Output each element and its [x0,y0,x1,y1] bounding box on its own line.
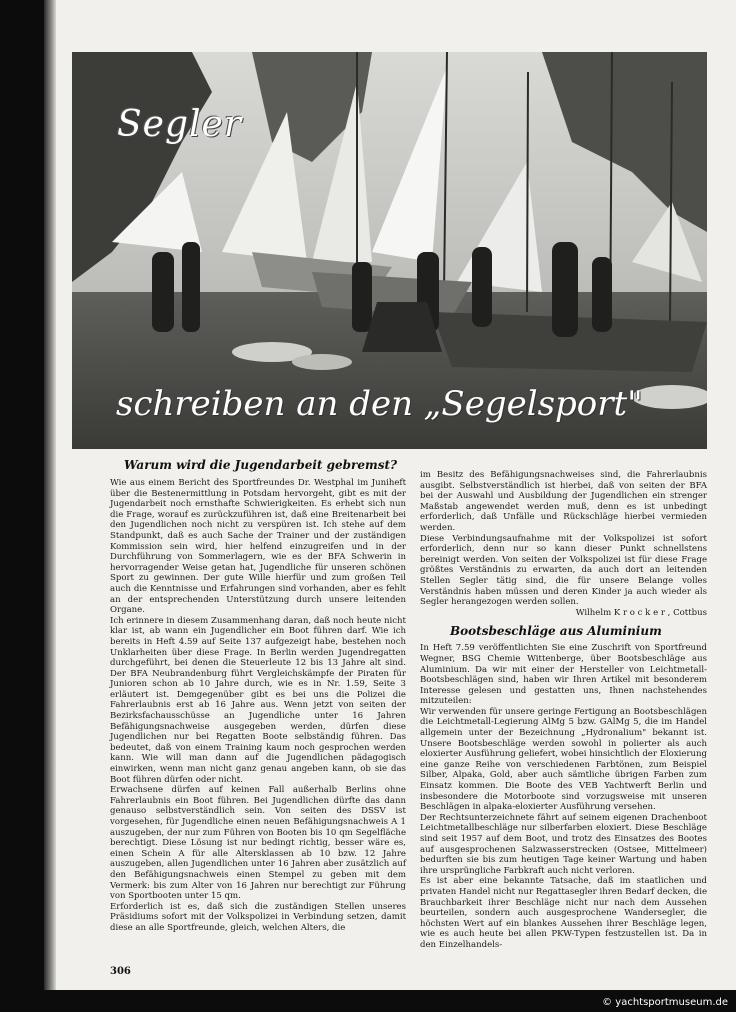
paragraph: Wie aus einem Bericht des Sportfreundes Dr. Westphal im Juniheft über die Bestenermittlung in Potsdam hervorgeht, gibt es mit der Jugendarbeit noch ernsthafte Schwierigkeiten. Es erhebt sich nun die Frage, worauf es zurückzuführen ist, daß eine Breitenarbeit bei den Jugendlichen noch nicht zu verspüren ist. Ich stehe auf dem Standpunkt, daß es auch Sache der Trainer und der zuständigen Kommission sein wird, hier helfend einzugreifen und in der Durchführung von Sommerlagern, wie es der BFA Schwerin in hervorragender Weise getan hat, Jugendliche für unseren schönen Sport zu gewinnen. Der gute Wille hierfür und zum großen Teil auch die Kenntnisse und Erfahrungen sind vorhanden, aber es fehlt an der entsprechenden Unterstützung durch unsere leitenden Organe. [110,478,406,616]
article-heading-jugendarbeit: Warum wird die Jugendarbeit gebremst? [124,458,398,472]
hero-title-top: Segler [117,104,243,145]
right-column [420,470,707,951]
author-signature: Wilhelm K r o c k e r , Cottbus [575,607,707,618]
paragraph: im Besitz des Befähigungsnachweises sind, die Fahrerlaubnis ausgibt. Selbstverständlich ist hierbei, daß von seiten der BFA bei der Auswahl und Ausbildung der Jugendlichen ein strenger Maßstab angewendet werden muß, denn es ist unbedingt erforderlich, daß Unfälle und Rückschläge hierbei vermieden werden. [420,470,707,533]
paragraph: Der Rechtsunterzeichnete fährt auf seinem eigenen Drachenboot Leichtmetallbeschläge nur silberfarben eloxiert. Diese Beschläge sind seit 1957 auf dem Boot, und trotz des Einsatzes des Bootes auf ausgesprochenen Salzwasserstrecken (Ostsee, Mittelmeer) bedurften sie bis zum heutigen Tage keiner Wartung und haben ihre ursprüngliche Farbkraft auch nicht verloren. [420,812,707,876]
page-number: 306 [110,966,131,977]
paragraph: Diese Verbindungsaufnahme mit der Volkspolizei ist sofort erforderlich, denn nur so kann dieser Punkt schnellstens bereinigt werden. Von seiten der Volkspolizei ist für diese Frage größtes Verständnis zu erwarten, da auch dort an leitenden Stellen Segler tätig sind, die für unsere Belange volles Verständnis haben müssen und deren Kinder ja auch wieder als Segler herangezogen werden sollen. [420,533,707,608]
paragraph: Erforderlich ist es, daß sich die zuständigen Stellen unseres Präsidiums sofort mit der Volkspolizei in Verbindung setzen, damit diese an alle Sportfreunde, gleich, welchen Alters, die [110,901,406,933]
book-spine-shadow [44,0,56,990]
paragraph: Es ist aber eine bekannte Tatsache, daß im staatlichen und privaten Handel nicht nur Regattasegler ihren Bedarf decken, die Brauchbarkeit ihrer Beschläge nicht nur nach dem Aussehen beurteilen, sondern auch ausgesprochene Wandersegler, die höchsten Wert auf ein blankes Aussehen ihrer Beschläge legen, wie es auch heute bei allen PKW-Typen festzustellen ist. Da in den Einzelhandels- [420,876,707,950]
left-column [110,458,406,934]
hero-photo [72,52,707,449]
paragraph: Ich erinnere in diesem Zusammenhang daran, daß noch heute nicht klar ist, ab wann ein Jugendlicher ein Boot führen darf. Wie ich bereits in Heft 4.59 auf Seite 137 aufgezeigt habe, bestehen noch Unklarheiten über diese Frage. In Berlin werden Jugendregatten durchgeführt, bei denen die Steuerleute 12 bis 13 Jahre alt sind. Der BFA Neubrandenburg führt Vergleichskämpfe der Piraten für Junioren schon ab 10 Jahre durch, wie es in Nr. 1.59, Seite 3 erläutert ist. Demgegenüber gibt es bei uns die Polizei die Fahrerlaubnis erst ab 16 Jahre aus. Wenn jetzt von seiten der Bezirksfachausschüsse an Jugendliche unter 16 Jahren Befähigungsnachweise ausgegeben werden, dürfen diese Jugendlichen nur bei Regatten Boote selbständig führen. Das bedeutet, daß von einem Training kaum noch gesprochen werden kann. Wie will man dann auf die Jugendlichen pädagogisch einwirken, wenn man nicht ganz genau angeben kann, ob sie das Boot führen dürfen oder nicht. [110,615,406,785]
paragraph: Wir verwenden für unsere geringe Fertigung an Bootsbeschlägen die Leichtmetall-Legierung AlMg 5 bzw. GAlMg 5, die im Handel allgemein unter der Bezeichnung „Hydronalium" bekannt ist. Unsere Bootsbeschläge werden sowohl in polierter als auch eloxierter Ausführung geliefert, wobei hinsichtlich der Eloxierung eine ganze Reihe von verschiedenen Farbtönen, zum Beispiel Silber, Alpaka, Gold, aber auch sämtliche übrigen Farben zum Einsatz kommen. Die Boote des VEB Yachtwerft Berlin und insbesondere die Motorboote sind vorzugsweise mit unseren Beschlägen in alpaka-eloxierter Ausführung versehen. [420,706,707,813]
paragraph: In Heft 7.59 veröffentlichten Sie eine Zuschrift von Sportfreund Wegner, BSG Chemie Wittenberge, über Bootsbeschläge aus Aluminium. Da wir mit einer der Hersteller von Leichtmetall-Bootsbeschlägen sind, haben wir Ihren Artikel mit besonderem Interesse gelesen und gestatten uns, Ihnen nachstehendes mitzuteilen: [420,643,707,707]
hero-title-bottom: schreiben an den „Segelsport" [116,384,643,424]
paragraph: Erwachsene dürfen auf keinen Fall außerhalb Berlins ohne Fahrerlaubnis ein Boot führen. Bei Jugendlichen dürfte das dann genauso selbstverständlich sein. Von seiten des DSSV ist vorgesehen, für Jugendliche einen neuen Befähigungsnachweis A 1 auszugeben, der nur zum Führen von Booten bis 10 qm Segelfläche berechtigt. Diese Lösung ist nur bedingt richtig, besser wäre es, einen Schein A für alle Altersklassen ab 10 bzw. 12 Jahre auszugeben, allen Jugendlichen unter 16 Jahren aber zusätzlich auf den Befähigungsnachweis einen Stempel zu geben mit dem Vermerk: bis zum Alter von 16 Jahren nur berechtigt zur Führung von Sportbooten unter 15 qm. [110,785,406,902]
copyright-watermark: © yachtsportmuseum.de [602,997,728,1008]
article-heading-bootsbeschlaege: Bootsbeschläge aus Aluminium [450,624,662,639]
